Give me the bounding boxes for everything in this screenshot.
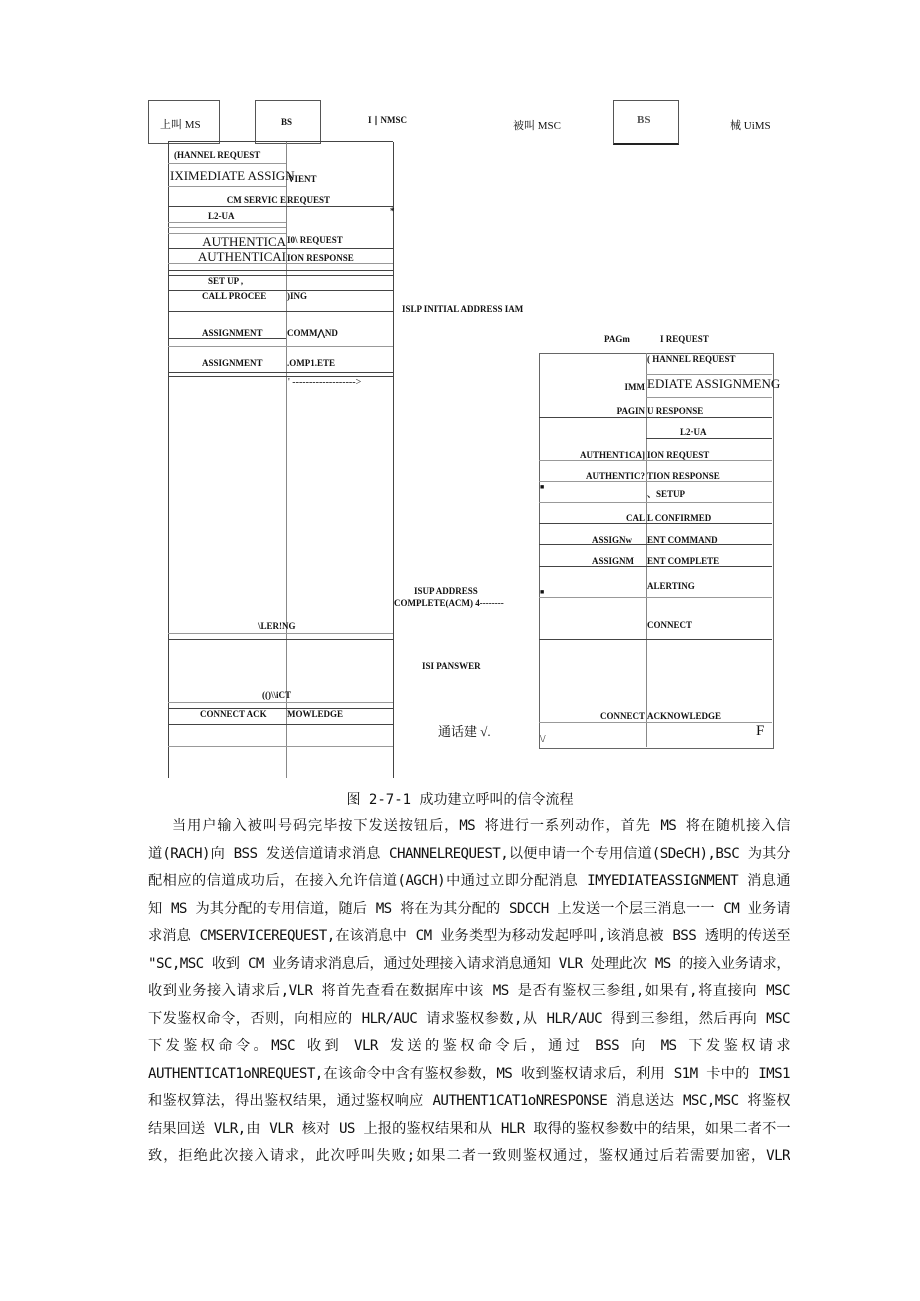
msg-call-confirmed-b: L CONFIRMED [647, 513, 712, 523]
msg-r-connect-ack-a: CONNECT [599, 711, 645, 721]
msg-paging-a: PAGm [604, 334, 630, 344]
square-mark-2: ■ [540, 588, 545, 596]
paragraph-line: 道(RACH)向 BSS 发送信道请求消息 CHANNELREQUEST,以便申请一个专用信道(SDeCH),BSC 为其分 [148, 845, 790, 862]
paragraph-line: 知 MS 为其分配的专用信道，随后 MS 将在为其分配的 SDCCH 上发送一个层三消息一一 CM 业务请 [148, 900, 790, 917]
paragraph-line: "SC,MSC 收到 CM 业务请求消息后，通过处理接入请求消息通知 VLR 处理此次 MS 的接入业务请求， [148, 955, 790, 972]
paragraph-line: 和鉴权算法，得出鉴权结果，通过鉴权响应 AUTHENT1CAT1oNRESPONSE 消息送达 MSC,MSC 将鉴权 [148, 1093, 790, 1109]
msg-cm-service-b: REQUEST [287, 195, 331, 205]
paragraph-line: 致，拒绝此次接入请求，此次呼叫失败;如果二者一致则鉴权通过，鉴权通过后若需要加密，VLR [148, 1148, 790, 1164]
paragraph-line: 收到业务接入请求后,VLR 将首先查看在数据库中该 MS 是否有鉴权三参组,如果有,将直接向 MSC [148, 983, 790, 999]
msg-cm-service-a: CM SERVIC E [226, 195, 286, 205]
msg-r-auth-response-b: TION RESPONSE [647, 471, 720, 481]
msg-r-connect-ack-b: ACKNOWLEDGE [647, 711, 722, 721]
asterisk-mark: * [390, 206, 395, 216]
msg-connect: (()\\iCT [262, 690, 291, 700]
msg-r-connect: CONNECT [647, 620, 693, 630]
msg-r-assign-cmd-b: ENT COMMAND [647, 535, 718, 545]
bottom-right-mark: F [756, 723, 765, 739]
bottom-left-mark: \/ [540, 734, 546, 745]
caller-ms-label: 上叫 MS [160, 119, 201, 131]
bs-right-label: BS [637, 114, 651, 126]
msg-immediate-assign-b: VIENT [288, 174, 317, 184]
msg-r-assign-cmp-a: ASSIGNM [591, 556, 634, 566]
square-mark-1: ■ [540, 483, 545, 491]
msg-call-proceeding-b: )ING [287, 291, 307, 301]
msg-call-confirmed-a: CAL [625, 513, 645, 523]
dashed-arrow: ' -------------------> [288, 377, 362, 388]
figure-caption: 图 2-7-1 成功建立呼叫的信令流程 [346, 792, 574, 808]
msg-paging-b: I REQUEST [660, 334, 709, 344]
paragraph-line: 配相应的信道成功后，在接入允许信道(AGCH)中通过立即分配消息 IMYEDIATEASSIGNMENT 消息通 [148, 873, 790, 889]
msg-r-setup: 、SETUP [647, 489, 686, 499]
msg-r-auth-request-a: AUTHENT1CA] [579, 450, 645, 460]
paragraph-line: 结果回送 VLR,由 VLR 核对 US 上报的鉴权结果和从 HLR 取得的鉴权参数中的结果，如果二者不一 [148, 1120, 790, 1137]
msg-isup-acm-2: COMPLETE(ACM) 4-------- [394, 598, 504, 608]
msg-r-auth-request-b: ION REQUEST [647, 450, 710, 460]
msg-r-alerting: ALERTING [647, 581, 695, 591]
msg-setup: SET UP , [208, 276, 244, 286]
msg-call-proceeding-a: CALL PROCEE [202, 291, 267, 301]
msg-isup-iam: ISLP INITIAL ADDRESS IAM [402, 304, 524, 314]
paragraph-line: 下发鉴权命令，否则，向相应的 HLR/AUC 请求鉴权参数,从 HLR/AUC 得到三参组，然后再向 MSC [148, 1010, 790, 1027]
msg-alerting: \LER!NG [258, 621, 296, 631]
paragraph-line: 当用户输入被叫号码完毕按下发送按钮后，MS 将进行一系列动作，首先 MS 将在随机接入信 [172, 818, 790, 834]
msg-assignment-command-b: COMM⋀ND [287, 328, 338, 338]
bs-left-label: BS [281, 117, 293, 127]
call-established-label: 通话建 √. [438, 724, 491, 739]
msg-r-imm-a: IMM [624, 382, 645, 392]
paragraph-line: 求消息 CMSERVICEREQUEST,在该消息中 CM 业务类型为移动发起呼叫,该消息被 BSS 透明的传送至 [148, 928, 790, 944]
msg-r-channel-request: ( HANNEL REQUEST [647, 354, 736, 364]
msg-immediate-assign-a: IXIMEDIATE ASSIGN [170, 168, 295, 183]
msg-paging-response-b: U RESPONSE [647, 406, 704, 416]
msg-assignment-complete-b: .OMP1.ETE [287, 358, 336, 368]
msg-r-assign-cmp-b: ENT COMPLETE [647, 556, 720, 566]
msg-isup-answer: ISI PANSWER [422, 661, 481, 671]
paragraph-line: AUTHENTICAT1oNREQUEST,在该命令中含有鉴权参数，MS 收到鉴权请求后，利用 S1M 卡中的 IMS1 [148, 1065, 790, 1082]
nmsc-label: I ∣ NMSC [368, 115, 408, 125]
msg-r-imm-b: EDIATE ASSIGNMENG [647, 376, 781, 391]
msg-l2ua: L2-UA [208, 211, 235, 221]
msg-assignment-complete-a: ASSIGNMENT [202, 358, 263, 368]
called-msc-label: 被叫 MSC [513, 120, 561, 132]
msg-r-assign-cmd-a: ASSIGNw [591, 535, 632, 545]
msg-r-auth-response-a: AUTHENTIC? [585, 471, 645, 481]
msg-paging-response-a: PAGIN [616, 406, 645, 416]
msg-isup-acm-1: ISUP ADDRESS [414, 586, 478, 596]
msg-r-l2ua: L2·UA [680, 427, 707, 437]
msg-auth-request-b: I0\ REQUEST [287, 235, 343, 245]
paragraph-line: 下发鉴权命令。MSC 收到 VLR 发送的鉴权命令后，通过 BSS 向 MS 下发鉴权请求 [148, 1038, 790, 1054]
msg-connect-ack-b: MOWLEDGE [287, 709, 344, 719]
called-ms-label: 械 UiMS [730, 120, 771, 132]
msg-auth-request-a: AUTHENTICA [202, 234, 286, 249]
msg-auth-response-b: ION RESPONSE [287, 253, 354, 263]
msg-channel-request: (HANNEL REQUEST [174, 150, 261, 160]
msg-assignment-command-a: ASSIGNMENT [202, 328, 263, 338]
msg-auth-response-a: AUTHENTICAI [197, 249, 286, 264]
msg-connect-ack-a: CONNECT ACK [200, 709, 267, 719]
